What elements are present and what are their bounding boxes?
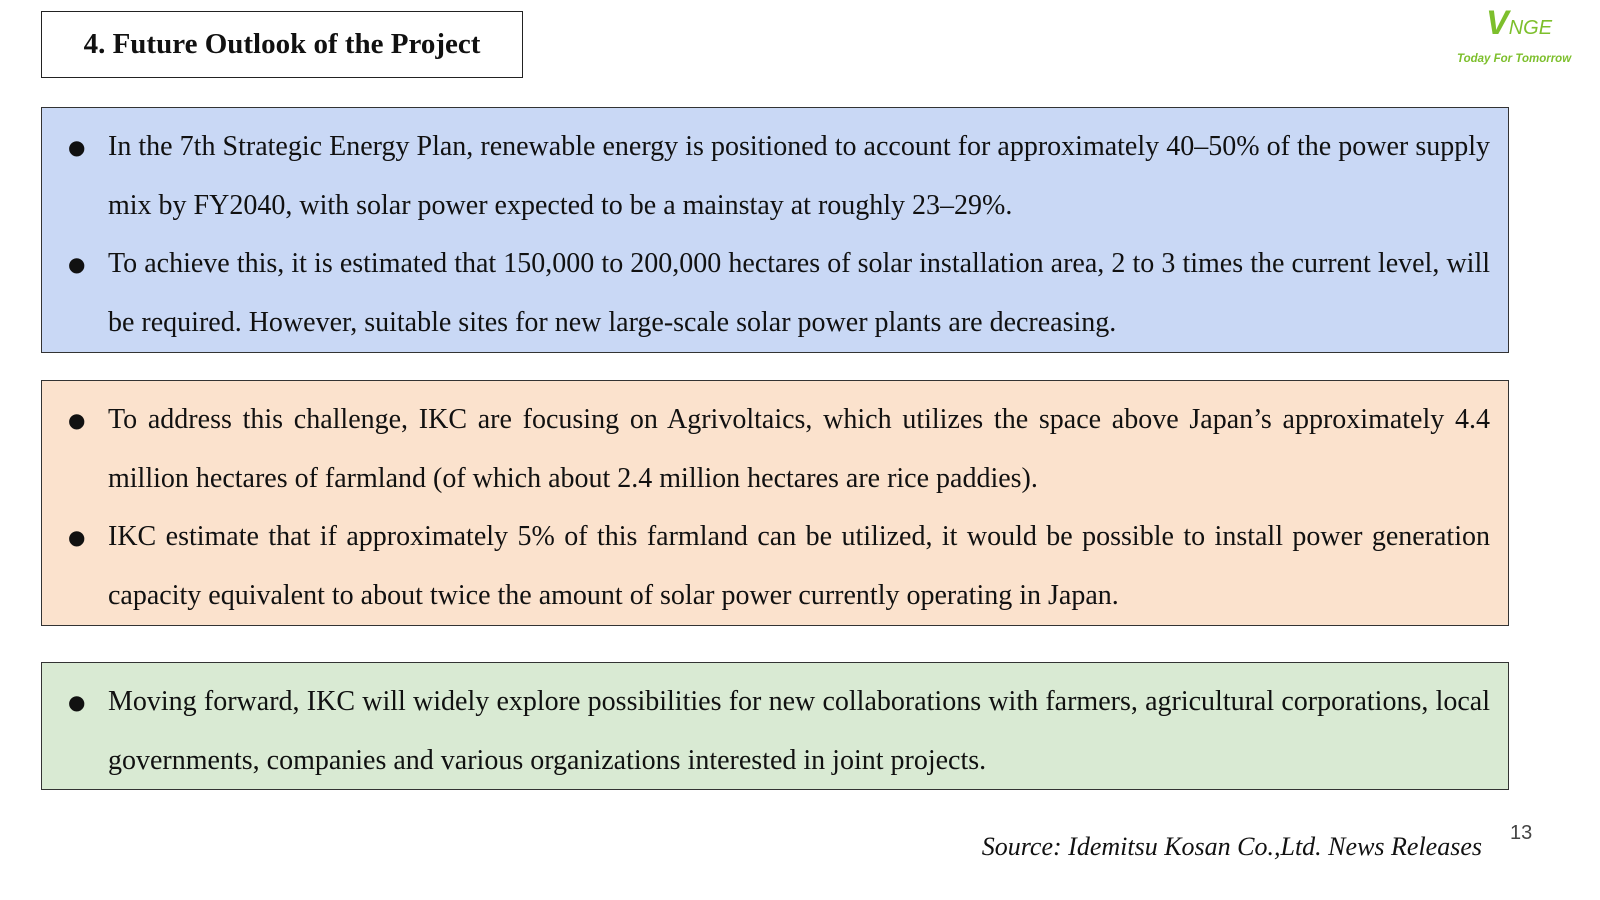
company-logo [1440, 4, 1590, 74]
page-number: 13 [1510, 822, 1533, 844]
bullet-item: ● To achieve this, it is estimated that 150,000 to 200,000 hectares of solar installation area, 2 to 3 times the current level, will be required. However, suitable sites for new large-scale solar power plants are decreasing. [68, 235, 1490, 352]
logo-tagline: Today For Tomorrow [1457, 53, 1572, 65]
bullet-item: ● Moving forward, IKC will widely explore possibilities for new collaborations with farmers, agricultural corporations, local governments, companies and various organizations interested in joint projects. [68, 673, 1490, 790]
slide-title: 4. Future Outlook of the Project [41, 11, 523, 78]
bullet-item: ● In the 7th Strategic Energy Plan, renewable energy is positioned to account for approximately 40–50% of the power supply mix by FY2040, with solar power expected to be a mainstay at roughly 23–29%. [68, 118, 1490, 235]
panel-agrivoltaics [41, 380, 1509, 626]
bullet-item: ● To address this challenge, IKC are focusing on Agrivoltaics, which utilizes the space above Japan’s approximately 4.4 million hectares of farmland (of which about 2.4 million hectares are rice paddies). [68, 391, 1490, 508]
bullet-item: ● IKC estimate that if approximately 5% of this farmland can be utilized, it would be possible to install power generation capacity equivalent to about twice the amount of solar power currently operating in Japan. [68, 508, 1490, 625]
panel-energy-plan [41, 107, 1509, 353]
panel-collaboration [41, 662, 1509, 790]
source-citation: Source: Idemitsu Kosan Co.,Ltd. News Releases [981, 832, 1482, 861]
logo-mark [1486, 4, 1552, 43]
logo-mark-nge: NGE [1508, 17, 1553, 39]
logo-mark-v: V [1486, 4, 1509, 42]
